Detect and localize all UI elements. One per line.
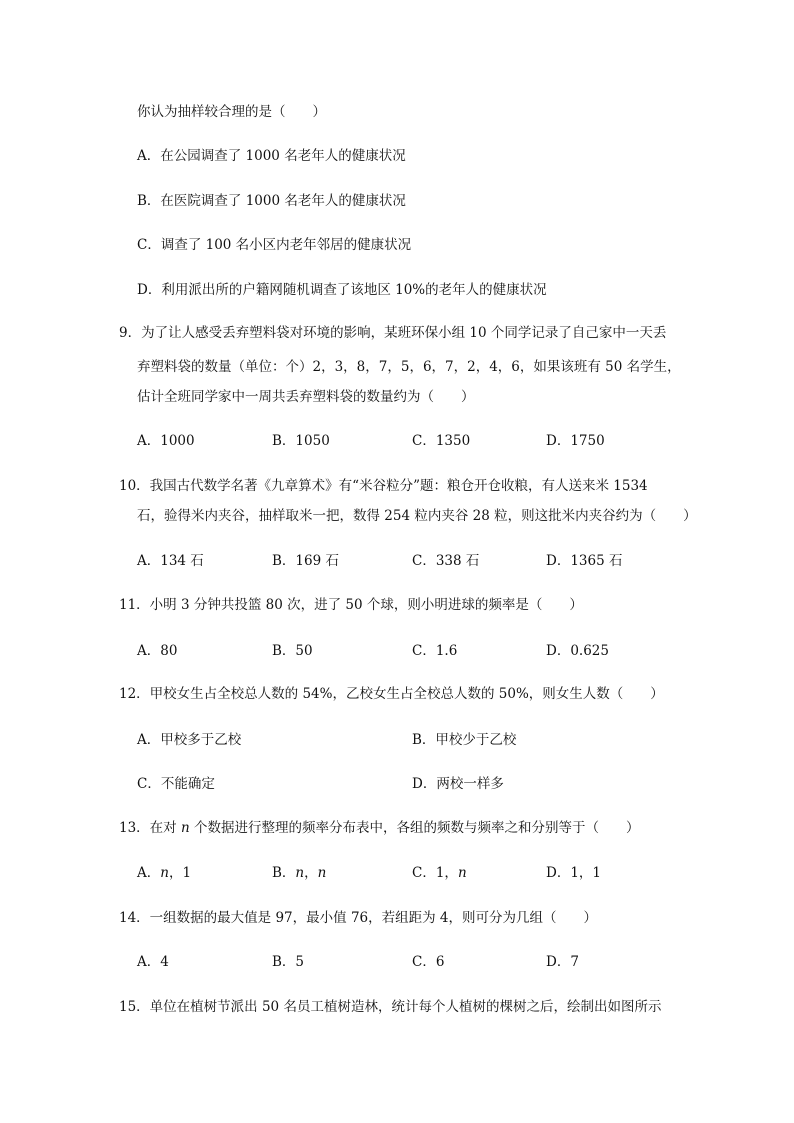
q12-option-d[interactable]: D．两校一样多 bbox=[412, 776, 504, 792]
q13-option-d[interactable] bbox=[546, 863, 601, 883]
q8-option-c[interactable]: C．调查了 100 名小区内老年邻居的健康状况 bbox=[137, 237, 412, 253]
q13-option-b[interactable] bbox=[272, 863, 326, 883]
q8-option-d[interactable]: D．利用派出所的户籍网随机调查了该地区 10%的老年人的健康状况 bbox=[137, 282, 547, 298]
q13-stem bbox=[119, 818, 639, 838]
q13-option-a-label: A． bbox=[137, 865, 161, 881]
q13-option-a-rest: ，1 bbox=[168, 865, 192, 881]
q9-stem-line-3: 估计全班同学家中一周共丢弃塑料袋的数量约为（ ） bbox=[137, 389, 475, 405]
q12-option-a[interactable]: A．甲校多于乙校 bbox=[137, 732, 242, 748]
q11-option-a[interactable]: A．80 bbox=[137, 643, 178, 659]
q9-option-c[interactable]: C．1350 bbox=[412, 433, 471, 449]
q13-option-b-var-2: n bbox=[317, 865, 327, 881]
q9-stem-line-1: 9．为了让人感受丢弃塑料袋对环境的影响，某班环保小组 10 个同学记录了自己家中一天丢 bbox=[119, 325, 667, 341]
q12-option-b[interactable]: B．甲校少于乙校 bbox=[412, 732, 517, 748]
q13-option-b-sep: ， bbox=[304, 865, 318, 881]
q10-stem-line-1: 10．我国古代数学名著《九章算术》有“米谷粒分”题：粮仓开仓收粮，有人送来米 1534 bbox=[119, 478, 648, 494]
q13-option-d-rest: 1，1 bbox=[570, 865, 602, 881]
q11-option-b[interactable]: B．50 bbox=[272, 643, 313, 659]
q10-option-d[interactable]: D．1365 石 bbox=[546, 553, 623, 569]
q11-option-c[interactable]: C．1.6 bbox=[412, 643, 458, 659]
q12-option-c[interactable]: C．不能确定 bbox=[137, 776, 215, 792]
q8-option-a[interactable]: A．在公园调查了 1000 名老年人的健康状况 bbox=[137, 148, 406, 164]
q11-stem: 11．小明 3 分钟共投篮 80 次，进了 50 个球，则小明进球的频率是（ ） bbox=[119, 597, 583, 613]
q8-option-b[interactable]: B．在医院调查了 1000 名老年人的健康状况 bbox=[137, 193, 406, 209]
q14-option-b[interactable]: B．5 bbox=[272, 954, 305, 970]
q10-stem-line-2: 石，验得米内夹谷，抽样取米一把，数得 254 粒内夹谷 28 粒，则这批米内夹谷约为（ ） bbox=[137, 508, 697, 524]
q13-stem-prefix: 13．在对 bbox=[119, 820, 181, 836]
q15-stem-line-1: 15．单位在植树节派出 50 名员工植树造林，统计每个人植树的棵树之后，绘制出如图所示 bbox=[119, 999, 662, 1015]
q13-stem-variable: n bbox=[180, 820, 190, 836]
q13-stem-suffix: 个数据进行整理的频率分布表中，各组的频数与频率之和分别等于（ ） bbox=[189, 820, 640, 836]
q10-option-c[interactable]: C．338 石 bbox=[412, 553, 480, 569]
q9-option-d[interactable]: D．1750 bbox=[546, 433, 605, 449]
q8-stem-tail: 你认为抽样较合理的是（ ） bbox=[137, 104, 326, 120]
q10-option-a[interactable]: A．134 石 bbox=[137, 553, 204, 569]
q9-stem-line-2: 弃塑料袋的数量（单位：个）2，3，8，7，5，6，7，2，4，6，如果该班有 50 名学生， bbox=[137, 359, 681, 375]
q13-option-c[interactable] bbox=[412, 863, 467, 883]
q12-stem: 12．甲校女生占全校总人数的 54%，乙校女生占全校总人数的 50%，则女生人数（ ） bbox=[119, 686, 664, 702]
q9-option-b[interactable]: B．1050 bbox=[272, 433, 330, 449]
q13-option-b-label: B． bbox=[272, 865, 296, 881]
q13-option-b-var-1: n bbox=[295, 865, 305, 881]
q10-option-b[interactable]: B．169 石 bbox=[272, 553, 339, 569]
q11-option-d[interactable]: D．0.625 bbox=[546, 643, 609, 659]
q13-option-c-rest: 1， bbox=[435, 865, 458, 881]
q13-option-c-var: n bbox=[457, 865, 467, 881]
q14-option-a[interactable]: A．4 bbox=[137, 954, 169, 970]
q13-option-c-label: C． bbox=[412, 865, 436, 881]
q13-option-a[interactable] bbox=[137, 863, 191, 883]
q13-option-a-var: n bbox=[160, 865, 169, 881]
q14-stem: 14．一组数据的最大值是 97，最小值 76，若组距为 4，则可分为几组（ ） bbox=[119, 910, 597, 926]
q14-option-d[interactable]: D．7 bbox=[546, 954, 579, 970]
q9-option-a[interactable]: A．1000 bbox=[137, 433, 195, 449]
q14-option-c[interactable]: C．6 bbox=[412, 954, 445, 970]
q13-option-d-label: D． bbox=[546, 865, 571, 881]
